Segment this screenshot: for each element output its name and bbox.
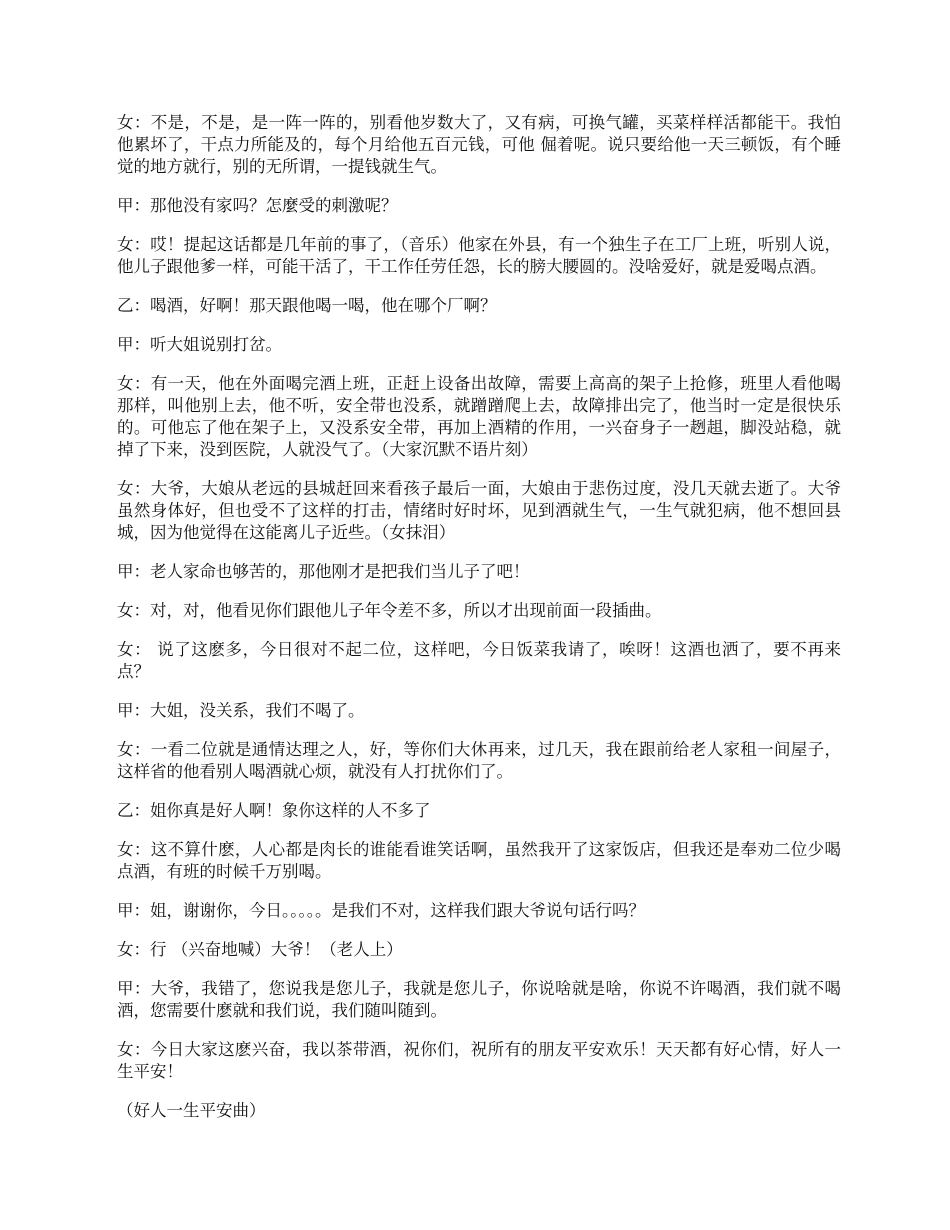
dialogue-line: 女：一看二位就是通情达理之人，好，等你们大休再来，过几天，我在跟前给老人家租一间屋子，这样省的他看别人喝酒就心烦，就没有人打扰你们了。 [117, 740, 841, 781]
dialogue-line: 乙：姐你真是好人啊！象你这样的人不多了 [117, 801, 431, 820]
dialogue-line: 女：大爷，大娘从老远的县城赶回来看孩子最后一面，大娘由于悲伤过度，没几天就去逝了。大爷虽然身体好，但也受不了这样的打击，情绪时好时坏，见到酒就生气，一生气就犯病，他不想回县城，因为他觉得在这能离儿子近些。（女抹泪） [117, 479, 841, 542]
dialogue-line: 甲：姐，谢谢你，今日。。。。。是我们不对，这样我们跟大爷说句话行吗？ [117, 901, 645, 920]
dialogue-line: 甲：那他没有家吗？怎麼受的刺激呢？ [117, 196, 398, 215]
script-body [117, 112, 841, 1139]
dialogue-line: 女：这不算什麽，人心都是肉长的谁能看谁笑话啊，虽然我开了这家饭店，但我还是奉劝二位少喝点酒，有班的时候千万别喝。 [117, 840, 841, 881]
dialogue-line: 女：对，对，他看见你们跟他儿子年令差不多，所以才出现前面一段插曲。 [117, 601, 662, 620]
dialogue-line: 女：不是，不是，是一阵一阵的，别看他岁数大了，又有病，可换气罐，买菜样样活都能干。我怕他累坏了，干点力所能及的，每个月给他五百元钱，可他 倔着呢。说只要给他一天三顿饭，有个睡觉的地方就行，别的无所谓，一提钱就生气。 [117, 113, 841, 176]
dialogue-line: 女：有一天，他在外面喝完酒上班，正赶上设备出故障，需要上高高的架子上抢修，班里人看他喝那样，叫他别上去，他不听，安全带也没系，就蹭蹭爬上去，故障排出完了，他当时一定是很快乐的。可他忘了他在架子上，又没系安全带，再加上酒精的作用，一兴奋身子一趔趄，脚没站稳，就掉了下来，没到医院，人就没气了。（大家沉默不语片刻） [117, 374, 841, 459]
dialogue-line: 甲：大姐，没关系，我们不喝了。 [117, 701, 365, 720]
dialogue-line: 甲：大爷，我错了，您说我是您儿子，我就是您儿子，你说啥就是啥，你说不许喝酒，我们就不喝酒，您需要什麽就和我们说，我们随叫随到。 [117, 979, 841, 1020]
dialogue-line: 女： 说了这麽多，今日很对不起二位，这样吧，今日饭菜我请了，唉呀！这酒也洒了，要不再来点？ [117, 640, 841, 681]
dialogue-line: 乙：喝酒，好啊！那天跟他喝一喝，他在哪个厂啊？ [117, 296, 497, 315]
dialogue-line: 女：今日大家这麽兴奋，我以茶带酒，祝你们，祝所有的朋友平安欢乐！天天都有好心情，好人一生平安！ [117, 1040, 841, 1081]
dialogue-line: 甲：听大姐说别打岔。 [117, 335, 282, 354]
dialogue-line: 女：行 （兴奋地喊）大爷！（老人上） [117, 940, 403, 959]
dialogue-line: 甲：老人家命也够苦的，那他刚才是把我们当儿子了吧！ [117, 562, 530, 581]
dialogue-line: 女：哎！提起这话都是几年前的事了，（音乐）他家在外县，有一个独生子在工厂上班，听别人说，他儿子跟他爹一样，可能干活了，干工作任劳任怨，长的膀大腰圆的。没啥爱好，就是爱喝点酒。 [117, 235, 841, 276]
stage-direction: （好人一生平安曲） [117, 1101, 266, 1120]
